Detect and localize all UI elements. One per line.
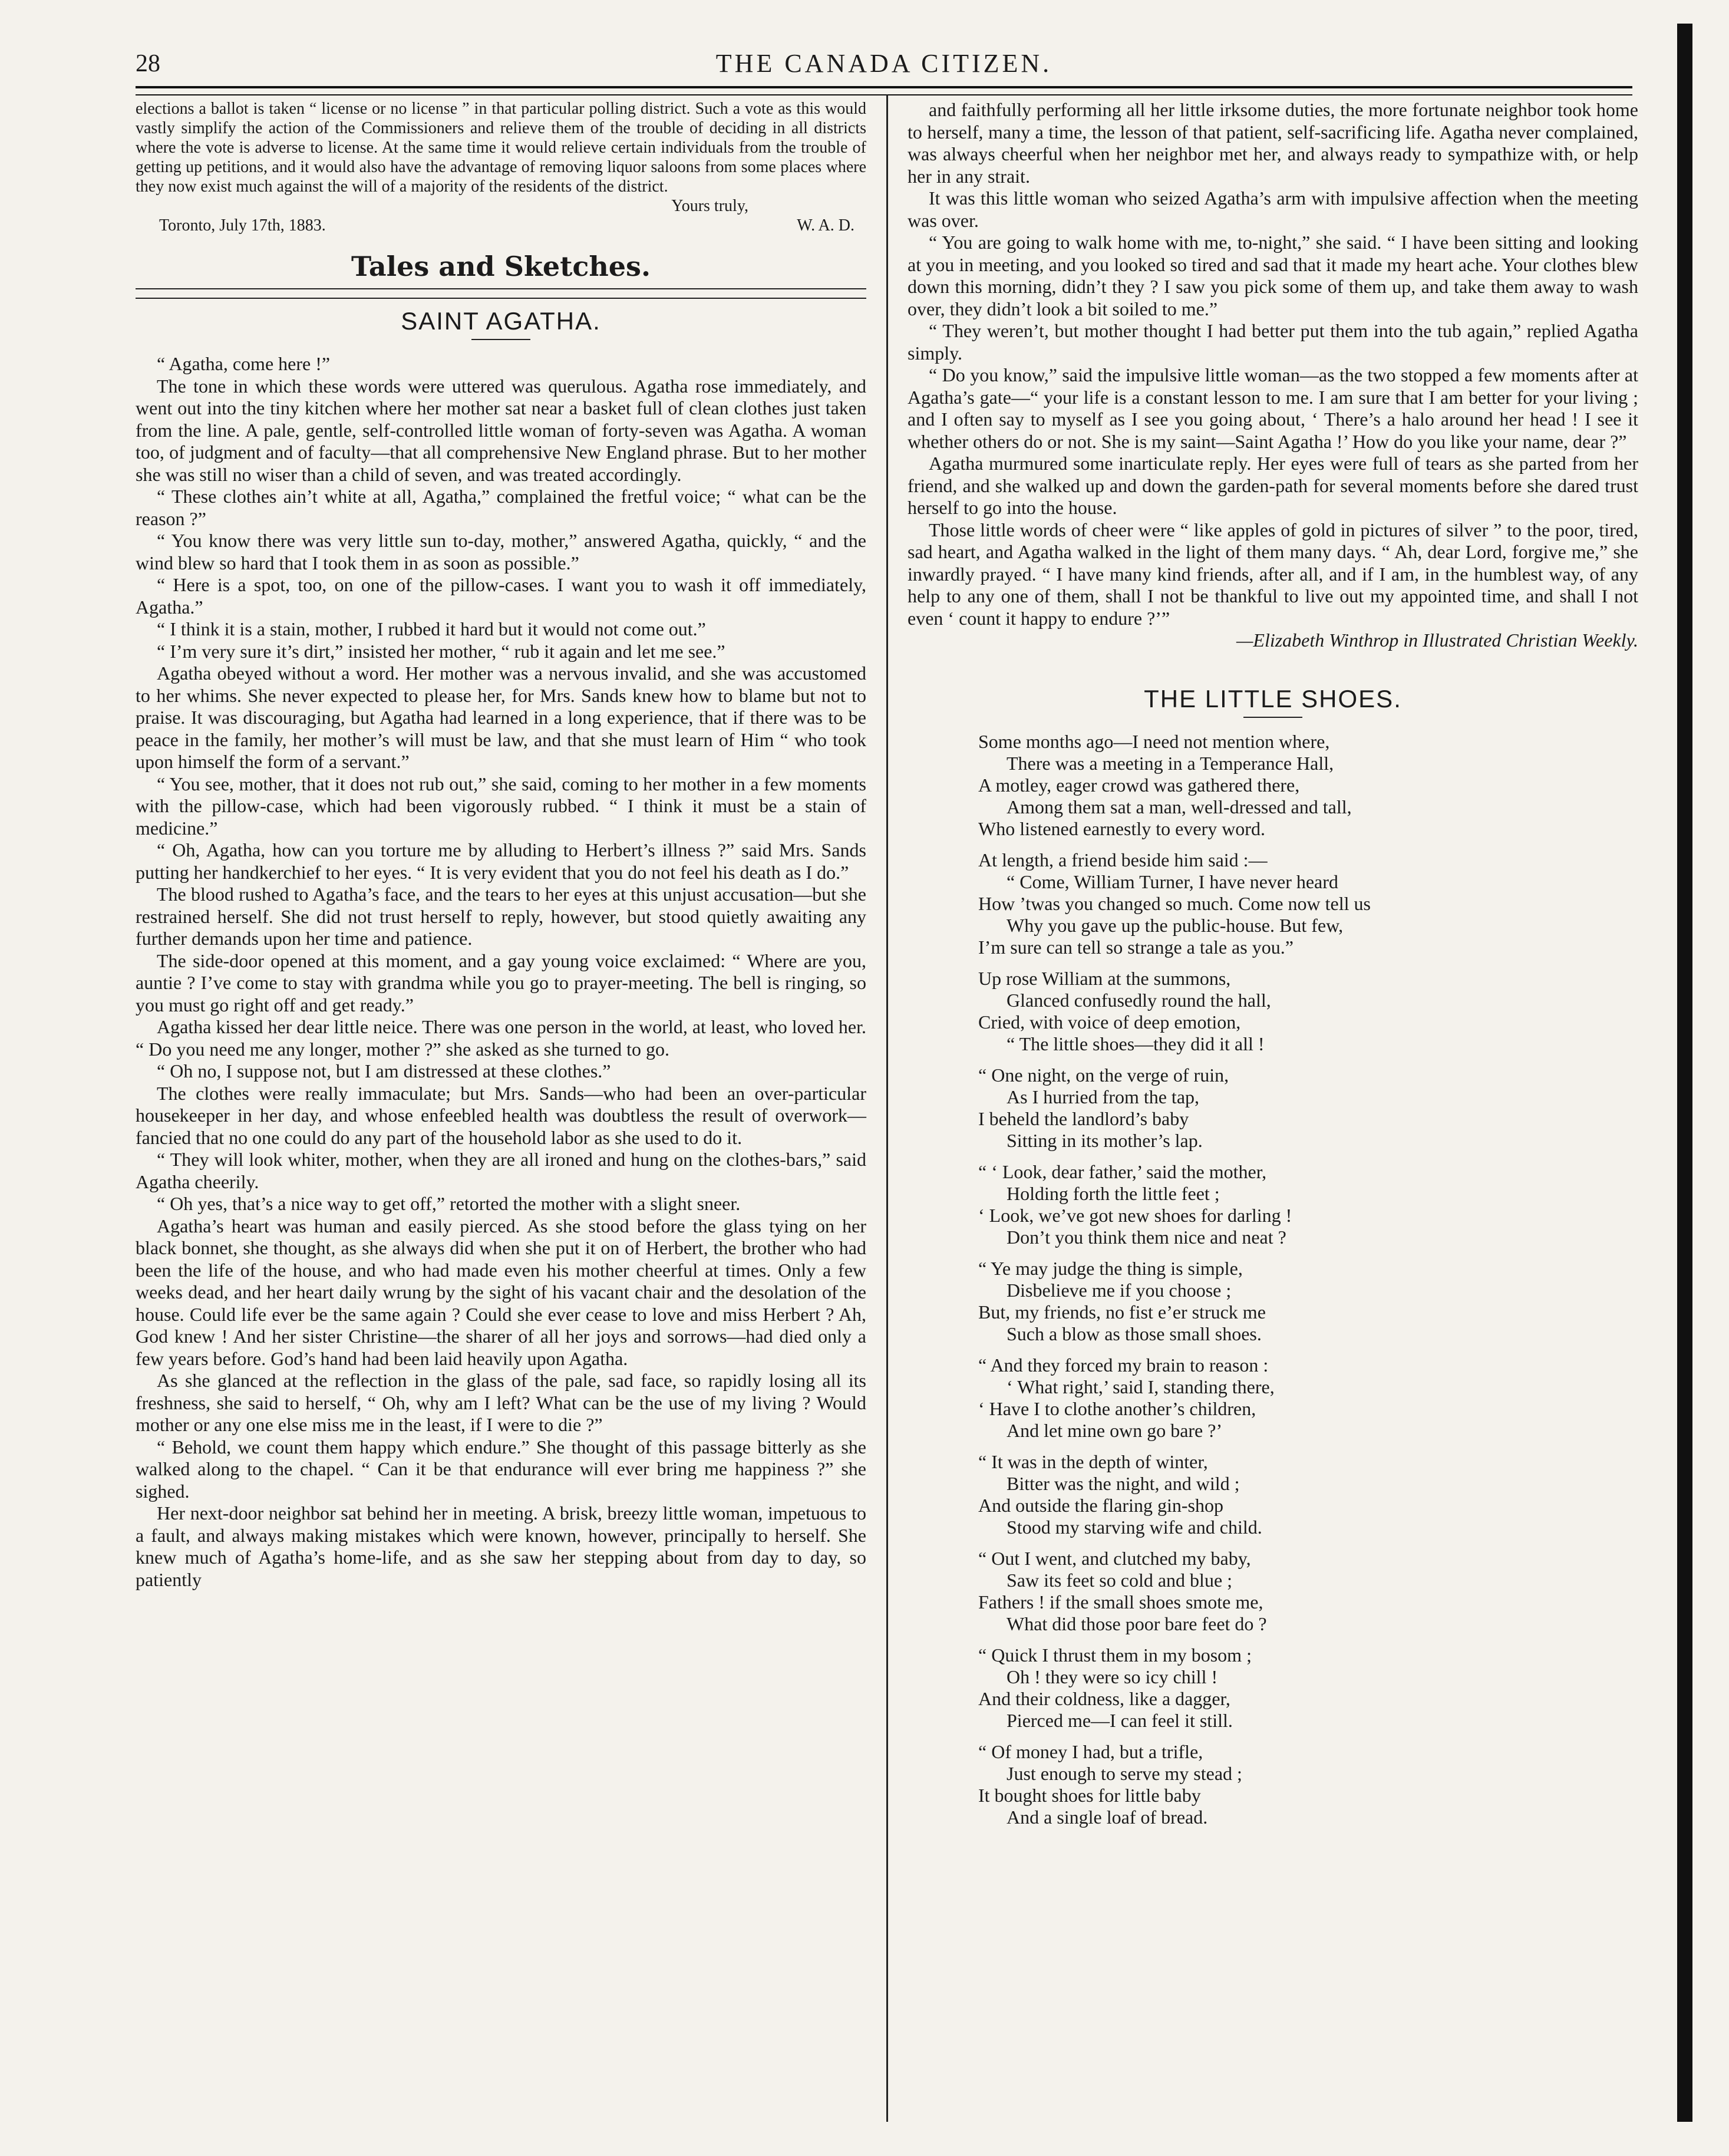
story-paragraph: “ Oh yes, that’s a nice way to get off,” retorted the mother with a slight sneer. — [157, 1193, 741, 1214]
poem-line: A motley, eager crowd was gathered there, — [978, 774, 1300, 796]
poem-line: “ Come, William Turner, I have never heard — [1007, 871, 1338, 892]
story-title-saint-agatha: SAINT AGATHA. — [401, 307, 601, 335]
section-rule — [136, 288, 866, 299]
letter-initials: W. A. D. — [797, 216, 854, 235]
story-paragraph: “ You know there was very little sun to-day, mother,” answered Agatha, quickly, “ and the wind blew so hard that I took them in as soon as possible.” — [136, 530, 866, 573]
letter-block — [136, 99, 866, 235]
poem-stanza — [978, 1258, 1638, 1345]
poem-line: It bought shoes for little baby — [978, 1784, 1201, 1806]
poem-stanza — [978, 1741, 1638, 1828]
poem-line: “ ‘ Look, dear father,’ said the mother, — [978, 1161, 1267, 1182]
poem-line: Bitter was the night, and wild ; — [1007, 1472, 1240, 1494]
poem-line: “ Ye may judge the thing is simple, — [978, 1257, 1243, 1279]
poem-line: What did those poor bare feet do ? — [1007, 1613, 1267, 1634]
poem-line: And let mine own go bare ?’ — [1007, 1419, 1223, 1441]
poem-stanza — [978, 968, 1638, 1055]
poem-line: Why you gave up the public-house. But few, — [1007, 914, 1344, 936]
poem-line: Up rose William at the summons, — [978, 967, 1231, 989]
poem-line: And outside the flaring gin-shop — [978, 1494, 1223, 1516]
page-edge-bar — [1677, 24, 1692, 2122]
title-rule — [471, 339, 530, 340]
poem-line: Holding forth the little feet ; — [1007, 1182, 1220, 1204]
story-paragraph: “ They will look whiter, mother, when they are all ironed and hung on the clothes-bars,” said Agatha cheerily. — [136, 1149, 866, 1192]
poem-line: Oh ! they were so icy chill ! — [1007, 1666, 1218, 1687]
story-body-left — [136, 353, 866, 1591]
letter-text: elections a ballot is taken “ license or no license ” in that particular polling district. Such a vote as this would vastly simplify the action of the Commissioners and relieve them of the trouble of deciding in all districts where the vote is adverse to license. At the same time it would relieve certain individuals from the trouble of getting up petitions, and it would also have the advantage of removing liquor saloons from some places where they now exist much against the will of a majority of the residents of the district. — [136, 100, 866, 196]
poem-line: Don’t you think them nice and neat ? — [1007, 1226, 1286, 1248]
poem-line: “ Quick I thrust them in my bosom ; — [978, 1644, 1252, 1666]
poem-line: Among them sat a man, well-dressed and tall, — [1007, 796, 1352, 817]
story-paragraph: As she glanced at the reflection in the glass of the pale, sad face, so rapidly losing all its freshness, she said to herself, “ Oh, why am I left? What can be the use of my living ? Would mother or any one else miss me in the least, if I were to die ?” — [136, 1370, 866, 1435]
poem-line: At length, a friend beside him said :— — [978, 849, 1268, 871]
story-paragraph: It was this little woman who seized Agatha’s arm with impulsive affection when the meeting was over. — [908, 187, 1638, 231]
letter-closing: Yours truly, — [671, 197, 748, 215]
poem-line: But, my friends, no fist e’er struck me — [978, 1301, 1266, 1323]
story-paragraph: “ Oh no, I suppose not, but I am distressed at these clothes.” — [157, 1060, 611, 1082]
story-paragraph: “ They weren’t, but mother thought I had better put them into the tub again,” replied Agatha simply. — [908, 320, 1638, 364]
poem-line: “ The little shoes—they did it all ! — [1007, 1033, 1265, 1054]
poem-line: And a single loaf of bread. — [1007, 1806, 1208, 1828]
story-paragraph: Agatha murmured some inarticulate reply. Her eyes were full of tears as she parted from her friend, and she walked up and down the garden-path for several moments before she dared trust herself to go into the house. — [908, 453, 1638, 518]
poem-line: Sitting in its mother’s lap. — [1007, 1129, 1203, 1151]
poem-stanza — [978, 731, 1638, 840]
masthead-rule — [136, 86, 1632, 95]
poem-line: There was a meeting in a Temperance Hall, — [1007, 752, 1334, 774]
poem-line: “ And they forced my brain to reason : — [978, 1354, 1269, 1376]
newspaper-title: THE CANADA CITIZEN. — [715, 49, 1052, 78]
poem-stanza — [978, 1548, 1638, 1635]
poem-line: Cried, with voice of deep emotion, — [978, 1011, 1241, 1033]
poem — [908, 731, 1638, 1828]
poem-line: Glanced confusedly round the hall, — [1007, 989, 1271, 1011]
title-rule-2 — [1243, 717, 1302, 718]
poem-line: ‘ Have I to clothe another’s children, — [978, 1397, 1256, 1419]
poem-line: Fathers ! if the small shoes smote me, — [978, 1591, 1263, 1613]
story-paragraph: Agatha kissed her dear little neice. There was one person in the world, at least, who loved her. “ Do you need me any longer, mother ?” she asked as she turned to go. — [136, 1016, 866, 1060]
poem-stanza — [978, 1451, 1638, 1538]
poem-stanza — [978, 1161, 1638, 1248]
story-paragraph: “ Behold, we count them happy which endure.” She thought of this passage bitterly as she walked along to the chapel. “ Can it be that endurance will ever bring me happiness ?” she sighed. — [136, 1436, 866, 1502]
poem-line: Such a blow as those small shoes. — [1007, 1323, 1262, 1344]
letter-place-date: Toronto, July 17th, 1883. — [159, 216, 326, 235]
story-paragraph: “ Oh, Agatha, how can you torture me by alluding to Herbert’s illness ?” said Mrs. Sands putting her handkerchief to her eyes. “ It is very evident that you do not feel his death as I do.” — [136, 839, 866, 883]
story-paragraph: “ You are going to walk home with me, to-night,” she said. “ I have been sitting and looking at you in meeting, and you looked so tired and sad that it made my heart ache. Your clothes blew down this morning, didn’t they ? I saw you pick some of them up, and take them away to wash over, they didn’t look a bit soiled to me.” — [908, 232, 1638, 319]
poem-stanza — [978, 849, 1638, 958]
story-paragraph: Those little words of cheer were “ like apples of gold in pictures of silver ” to the poor, tired, sad heart, and Agatha walked in the light of them many days. “ Ah, dear Lord, forgive me,” she inwardly prayed. “ I have many kind friends, after all, and if I am, in the humblest way, of any help to any one of them, shall I not be thankful to live out my appointed time, and shall I not even ‘ count it happy to endure ?’” — [908, 519, 1638, 629]
left-column — [136, 99, 866, 1591]
story-paragraph: The side-door opened at this moment, and a gay young voice exclaimed: “ Where are you, auntie ? I’ve come to stay with grandma while you go to prayer-meeting. The bell is ringing, so you must go right off and get ready.” — [136, 950, 866, 1016]
story-title-little-shoes: THE LITTLE SHOES. — [1144, 684, 1402, 713]
poem-line: Disbelieve me if you choose ; — [1007, 1279, 1232, 1301]
poem-line: Who listened earnestly to every word. — [978, 817, 1265, 839]
story-body-right — [908, 99, 1638, 629]
poem-line: Some months ago—I need not mention where, — [978, 730, 1330, 752]
section-heading: Tales and Sketches. — [351, 250, 651, 282]
poem-line: ‘ Look, we’ve got new shoes for darling ! — [978, 1204, 1292, 1226]
story-paragraph: and faithfully performing all her little irksome duties, the more fortunate neighbor took home to herself, many a time, the lesson of that patient, self-sacrificing life. Agatha never complained, was always cheerful when her neighbor met her, and always ready to sympathize with, or help her in any strait. — [908, 99, 1638, 187]
newspaper-page — [136, 35, 1638, 2134]
story-paragraph: “ I think it is a stain, mother, I rubbed it hard but it would not come out.” — [157, 618, 706, 639]
poem-line: As I hurried from the tap, — [1007, 1086, 1200, 1107]
poem-line: I beheld the landlord’s baby — [978, 1107, 1189, 1129]
poem-line: How ’twas you changed so much. Come now tell us — [978, 892, 1371, 914]
page-number: 28 — [136, 50, 160, 77]
poem-line: “ Out I went, and clutched my baby, — [978, 1547, 1251, 1569]
story-paragraph: “ Here is a spot, too, on one of the pillow-cases. I want you to wash it off immediately, Agatha.” — [136, 574, 866, 618]
story-paragraph: “ These clothes ain’t white at all, Agatha,” complained the fretful voice; “ what can be the reason ?” — [136, 486, 866, 529]
poem-stanza — [978, 1644, 1638, 1732]
poem-line: “ It was in the depth of winter, — [978, 1450, 1208, 1472]
poem-stanza — [978, 1354, 1638, 1442]
poem-line: Stood my starving wife and child. — [1007, 1516, 1262, 1538]
poem-stanza — [978, 1064, 1638, 1152]
story-paragraph: Her next-door neighbor sat behind her in meeting. A brisk, breezy little woman, impetuous to a fault, and always making mistakes which were known, however, principally to herself. She knew much of Agatha’s home-life, and as she saw her stepping about from day to day, so patiently — [136, 1502, 866, 1590]
story-paragraph: The blood rushed to Agatha’s face, and the tears to her eyes at this unjust accusation—but she restrained herself. She did not trust herself to reply, however, but stood quietly awaiting any further demands upon her time and patience. — [136, 884, 866, 949]
poem-line: Saw its feet so cold and blue ; — [1007, 1569, 1233, 1591]
right-column — [908, 99, 1638, 1838]
story-paragraph: “ Agatha, come here !” — [157, 353, 331, 374]
poem-line: I’m sure can tell so strange a tale as you.” — [978, 936, 1294, 958]
story-paragraph: “ You see, mother, that it does not rub out,” she said, coming to her mother in a few moments with the pillow-case, which had been vigorously rubbed. “ I think it must be a stain of medicine.” — [136, 773, 866, 839]
column-divider — [886, 94, 888, 2122]
poem-line: And their coldness, like a dagger, — [978, 1687, 1230, 1709]
poem-line: ‘ What right,’ said I, standing there, — [1007, 1376, 1275, 1397]
poem-line: “ Of money I had, but a trifle, — [978, 1740, 1203, 1762]
story-paragraph: The tone in which these words were uttered was querulous. Agatha rose immediately, and went out into the tiny kitchen where her mother sat near a basket full of clean clothes just taken from the line. A pale, gentle, self-controlled little woman of forty-seven was Agatha. A woman too, of judgment and of faculty—that all comprehensive New England phrase. But to her mother she was still no wiser than a child of seven, and was treated accordingly. — [136, 375, 866, 485]
poem-line: “ One night, on the verge of ruin, — [978, 1064, 1229, 1086]
story-paragraph: “ I’m very sure it’s dirt,” insisted her mother, “ rub it again and let me see.” — [157, 640, 725, 662]
story-paragraph: The clothes were really immaculate; but Mrs. Sands—who had been an over-particular housekeeper in her day, and whose enfeebled health was doubtless the result of overwork—fancied that no one could do any part of the household labor as she used to do it. — [136, 1082, 866, 1148]
poem-line: Pierced me—I can feel it still. — [1007, 1709, 1233, 1731]
story-paragraph: Agatha’s heart was human and easily pierced. As she stood before the glass tying on her black bonnet, she thought, as she always did when she put it on of Herbert, the brother who had been the life of the house, and who had made even his mother cheerful at times. Only a few weeks dead, and her heart daily wrung by the sight of his vacant chair and the desolation of the house. Could life ever be the same again ? Could she ever cease to love and miss Herbert ? Ah, God knew ! And her sister Christine—the sharer of all her joys and sorrows—had died only a few years before. God’s hand had been laid heavily upon Agatha. — [136, 1215, 866, 1369]
story-paragraph: “ Do you know,” said the impulsive little woman—as the two stopped a few moments after at Agatha’s gate—“ your life is a constant lesson to me. I am sure that I am better for your living ; and I often say to myself as I see you going about, ‘ There’s a halo around her head ! I see it whether others do or not. She is my saint—Saint Agatha !’ How do you like your name, dear ?” — [908, 364, 1638, 452]
story-paragraph: Agatha obeyed without a word. Her mother was a nervous invalid, and she was accustomed to her whims. She never expected to please her, for Mrs. Sands knew how to blame but not to praise. It was discouraging, but Agatha had learned in a long experience, that if there was to be peace in the family, her mother’s will must be law, and that she must learn of Him “ who took upon himself the form of a servant.” — [136, 662, 866, 772]
story-attribution: —Elizabeth Winthrop in Illustrated Christian Weekly. — [1236, 629, 1638, 651]
masthead — [136, 47, 1632, 83]
poem-line: Just enough to serve my stead ; — [1007, 1762, 1242, 1784]
